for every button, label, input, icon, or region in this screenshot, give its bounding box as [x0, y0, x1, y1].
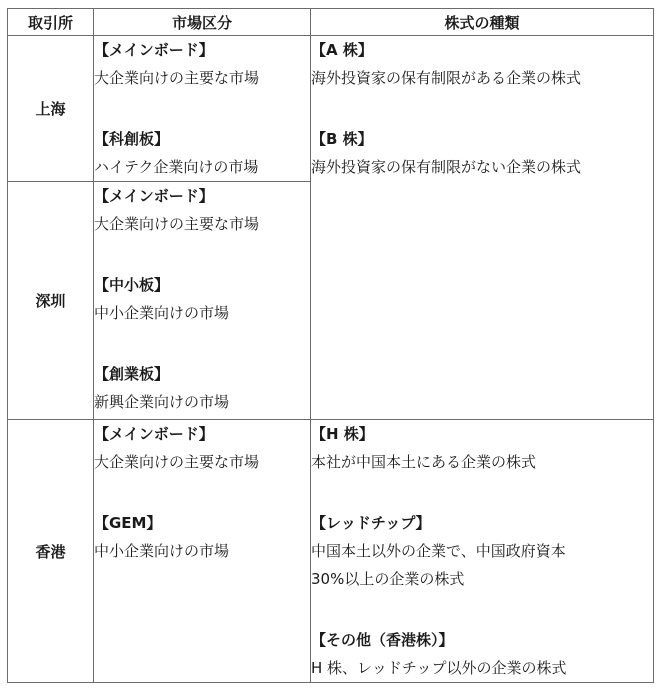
- exchange-hongkong: 香港: [8, 420, 94, 683]
- header-share-type: 株式の種類: [311, 9, 654, 36]
- header-row: [8, 9, 654, 36]
- segment-desc: 新興企業向けの市場: [94, 393, 230, 411]
- segment-label: 【メインボード】: [94, 41, 214, 59]
- stock-market-table: [7, 8, 654, 683]
- share-desc: 本社が中国本土にある企業の株式: [311, 453, 537, 471]
- share-desc: 海外投資家の保有制限がない企業の株式: [311, 158, 582, 176]
- share-block: [311, 36, 653, 92]
- segment-desc: 大企業向けの主要な市場: [94, 69, 260, 87]
- segment-label: 【GEM】: [94, 514, 162, 532]
- segments-hongkong: [94, 420, 311, 683]
- shares-hongkong: [311, 420, 654, 683]
- segment-label: 【メインボード】: [94, 425, 214, 443]
- segment-label: 【メインボード】: [94, 187, 214, 205]
- exchange-shanghai: 上海: [8, 36, 94, 182]
- share-block: [311, 125, 653, 181]
- segment-label: 【創業板】: [94, 365, 170, 383]
- shares-mainland: [311, 36, 654, 420]
- share-desc: H 株、レッドチップ以外の企業の株式: [311, 659, 567, 677]
- share-label: 【レッドチップ】: [311, 514, 431, 532]
- segment-desc: 中小企業向けの市場: [94, 542, 230, 560]
- share-label: 【B 株】: [311, 130, 373, 148]
- share-label: 【H 株】: [311, 425, 374, 443]
- segment-label: 【科創板】: [94, 130, 170, 148]
- row-hongkong: [8, 420, 654, 683]
- share-block: [311, 420, 653, 476]
- share-block: [311, 509, 653, 593]
- share-block: [311, 626, 653, 682]
- segment-desc: 大企業向けの主要な市場: [94, 215, 260, 233]
- segments-shanghai: [94, 36, 311, 182]
- share-desc: 30%以上の企業の株式: [311, 570, 465, 588]
- segment-desc: 大企業向けの主要な市場: [94, 453, 260, 471]
- header-exchange: 取引所: [8, 9, 94, 36]
- segments-shenzhen: [94, 182, 311, 420]
- segment-block: [94, 420, 310, 476]
- segment-desc: 中小企業向けの市場: [94, 304, 230, 322]
- segment-block: [94, 360, 310, 416]
- share-desc: 中国本土以外の企業で、中国政府資本: [311, 542, 566, 560]
- share-label: 【その他（香港株）】: [311, 631, 454, 649]
- exchange-shenzhen: 深圳: [8, 182, 94, 420]
- segment-block: [94, 125, 310, 181]
- share-desc: 海外投資家の保有制限がある企業の株式: [311, 69, 582, 87]
- segment-block: [94, 36, 310, 92]
- segment-block: [94, 509, 310, 565]
- share-label: 【A 株】: [311, 41, 373, 59]
- segment-block: [94, 271, 310, 327]
- segment-desc: ハイテク企業向けの市場: [94, 158, 259, 176]
- segment-block: [94, 182, 310, 238]
- segment-label: 【中小板】: [94, 276, 170, 294]
- row-shanghai: [8, 36, 654, 182]
- header-segment: 市場区分: [94, 9, 311, 36]
